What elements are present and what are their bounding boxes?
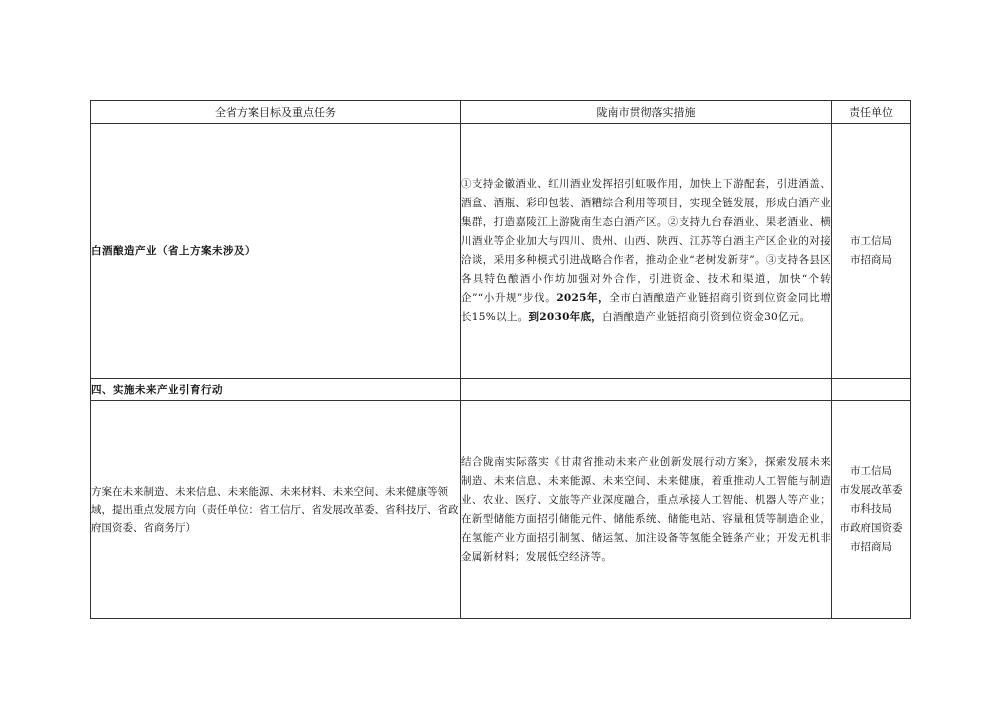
unit-name: 市科技局 xyxy=(850,503,892,515)
header-responsible-unit: 责任单位 xyxy=(832,101,911,124)
unit-name: 市招商局 xyxy=(850,541,892,553)
measure-text: ①支持金徽酒业、红川酒业发挥招引虹吸作用，加快上下游配套，引进酒盖、酒盒、酒瓶、彩印包装、酒糟综合利用等项目，实现全链发展，形成白酒产业集群，打造嘉陵江上游陇南生态白酒产区。②支持九台春酒业、果老酒业、横川酒业等企业加大与四川、贵州、山西、陕西、江苏等白酒主产区企业的对接洽谈，采用多种模式引进战略合作者，推动企业“老树发新芽”。③支持各县区各具特色酿酒小作坊加强对外合作，引进资金、技术和渠道，加快“个转企”“小升规”步伐。 xyxy=(461,178,831,304)
measures-table xyxy=(90,100,911,619)
unit-name: 市政府国资委 xyxy=(839,522,903,534)
measure-cell: 结合陇南实际落实《甘肃省推动未来产业创新发展行动方案》，探索发展未来制造、未来信息、未来能源、未来空间、未来健康，着重推动人工智能与制造业、农业、医疗、文旅等产业深度融合，重点承接人工智能、机器人等产业；在新型储能方面招引储能元件、储能系统、储能电站、容量租赁等制造企业，在氢能产业方面招引制氢、储运氢、加注设备等氢能全链条产业；开发无机非金属新材料；发展低空经济等。 xyxy=(461,401,832,619)
unit-cell xyxy=(832,124,911,379)
table-row xyxy=(91,124,911,379)
table-header-row xyxy=(91,101,911,124)
measure-cell xyxy=(461,124,832,379)
task-cell: 方案在未来制造、未来信息、未来能源、未来材料、未来空间、未来健康等领域，提出重点发展方向（责任单位：省工信厅、省发展改革委、省科技厅、省政府国资委、省商务厅） xyxy=(91,401,461,619)
table-row-section-heading xyxy=(91,379,911,401)
unit-name: 市发展改革委 xyxy=(839,484,903,496)
measure-highlight: 2025年， xyxy=(556,292,610,304)
unit-cell xyxy=(832,401,911,619)
task-cell: 白酒酿造产业（省上方案未涉及） xyxy=(91,124,461,379)
section-heading-cell: 四、实施未来产业引育行动 xyxy=(91,379,461,401)
header-city-measures: 陇南市贯彻落实措施 xyxy=(461,101,832,124)
measure-text: 白酒酿造产业链招商引资到位资金30亿元。 xyxy=(602,311,811,323)
unit-name: 市工信局 xyxy=(850,235,892,247)
unit-name: 市招商局 xyxy=(850,254,892,266)
table-row xyxy=(91,401,911,619)
measure-text: 全市白酒酿造产业链招商引资到位资金同比增长15%以上。 xyxy=(461,292,832,323)
unit-name: 市工信局 xyxy=(850,465,892,477)
measure-cell xyxy=(461,379,832,401)
unit-cell xyxy=(832,379,911,401)
measure-highlight: 到2030年底， xyxy=(528,311,603,323)
header-provincial-tasks: 全省方案目标及重点任务 xyxy=(91,101,461,124)
